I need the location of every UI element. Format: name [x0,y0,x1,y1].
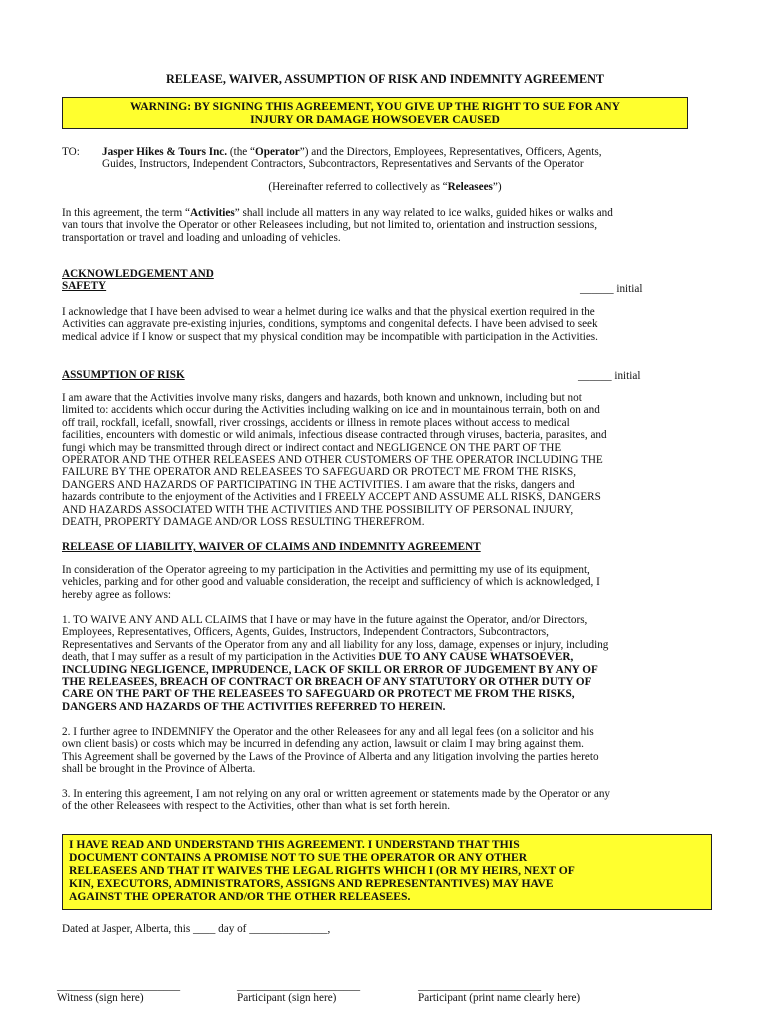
understanding-box [62,834,712,910]
hereinafter-a: (Hereinafter referred to collectively as “ [268,181,448,193]
participant-signature[interactable] [237,980,360,1005]
company-name: Jasper Hikes & Tours Inc. [102,146,228,158]
release-heading: RELEASE OF LIABILITY, WAIVER OF CLAIMS AND INDEMNITY AGREEMENT [62,541,481,553]
assumption-line: DANGERS AND HAZARDS OF PARTICIPATING IN THE ACTIVITIES. I am aware that the risks, dangers and [62,478,575,491]
ack-heading-line-1: ACKNOWLEDGEMENT AND [62,268,214,280]
understanding-line: DOCUMENT CONTAINS A PROMISE NOT TO SUE THE OPERATOR OR ANY OTHER [69,851,528,864]
assumption-heading: ASSUMPTION OF RISK [62,369,185,381]
activities-a: In this agreement, the term “ [62,207,190,219]
to-text-a: (the “ [227,146,256,158]
to-text-b: ”) and the Directors, Employees, Representatives, Officers, Agents, [299,146,602,158]
operator-term: Operator [255,146,300,158]
understanding-line: AGAINST THE OPERATOR AND/OR THE OTHER RELEASEES. [69,890,411,903]
release-intro-line: vehicles, parking and for other good and valuable consideration, the receipt and sufficiency of which is acknowledged, I [62,576,600,589]
release-intro [62,564,712,601]
releasees-term: Releasees [447,181,493,193]
clause-2-line: 2. I further agree to INDEMNIFY the Operator and the other Releasees for any and all legal fees (on a solicitor and his [62,726,594,738]
clause-3 [62,788,712,813]
clause-2-line: shall be brought in the Province of Alberta. [62,763,256,776]
assumption-line: off trail, rockfall, icefall, snowfall, river crossings, accidents or illness in remote places without access to medical [62,416,570,429]
clause-2 [62,726,712,776]
understanding-line: I HAVE READ AND UNDERSTAND THIS AGREEMENT. I UNDERSTAND THAT THIS [69,838,520,851]
clause-1-bold-line: INCLUDING NEGLIGENCE, IMPRUDENCE, LACK OF SKILL OR ERROR OF JUDGEMENT BY ANY OF [62,663,598,676]
assumption-line: fungi which may be transmitted through direct or indirect contact and NEGLIGENCE ON THE PART OF THE [62,441,562,454]
activities-term: Activities [189,207,235,219]
clause-1-line: death, that I may suffer as a result of my participation in the Activities [62,651,379,664]
clause-1-line: Employees, Representatives, Officers, Agents, Guides, Instructors, Independent Contractors, Subcontractors, [62,626,549,639]
to-label: TO: [62,146,80,158]
participant-label: Participant (sign here) [237,992,337,1005]
activities-c: ” shall include all matters in any way related to ice walks, guided hikes or walks and [234,207,613,219]
assumption-line: AND HAZARDS ASSOCIATED WITH THE ACTIVITIES AND THE POSSIBILITY OF PERSONAL INJURY, [62,503,574,516]
assumption-paragraph [62,392,712,528]
participant-print-name[interactable] [418,980,580,1005]
understanding-line: RELEASEES AND THAT IT WAIVES THE LEGAL RIGHTS WHICH I (OR MY HEIRS, NEXT OF [69,864,575,877]
participant-line[interactable]: ______________________ [237,980,361,992]
activities-line-3: transportation or travel and loading and unloading of vehicles. [62,231,341,244]
ack-heading-line-2: SAFETY [62,280,107,293]
assumption-line: DEATH, PROPERTY DAMAGE AND/OR LOSS RESULTING THEREFROM. [62,516,425,529]
clause-1 [62,614,712,713]
ack-line: Activities can aggravate pre-existing injuries, conditions, symptoms and congenital defects. I have been advised to seek [62,318,598,331]
activities-paragraph [62,207,712,244]
clause-1-bold-line: CARE ON THE PART OF THE RELEASEES TO SAFEGUARD OR PROTECT ME FROM THE RISKS, [62,688,575,701]
witness-signature[interactable] [57,980,180,1005]
hereinafter-c: ”) [492,181,502,193]
document-title: RELEASE, WAIVER, ASSUMPTION OF RISK AND INDEMNITY AGREEMENT [165,72,605,86]
activities-line-2: van tours that involve the Operator or other Releasees including, but not limited to, orientation and instruction sessions, [62,219,598,232]
clause-1-bold-start: DUE TO ANY CAUSE WHATSOEVER, [378,651,574,664]
print-name-line[interactable]: ______________________ [418,980,542,992]
ack-safety-paragraph [62,306,712,343]
clause-1-line: Representatives and Servants of the Operator from any and all liability for any loss, damage, expenses or injury, including [62,638,609,651]
to-line-2: Guides, Instructors, Independent Contractors, Subcontractors, Representatives and Servants of the Operator [102,158,584,171]
hereinafter-line [0,181,770,193]
warning-line-2: INJURY OR DAMAGE HOWSOEVER CAUSED [250,113,500,126]
warning-line-1: WARNING: BY SIGNING THIS AGREEMENT, YOU GIVE UP THE RIGHT TO SUE FOR ANY [129,100,621,113]
assumption-line: FAILURE BY THE OPERATOR AND RELEASEES TO SAFEGUARD OR PROTECT ME FROM THE RISKS, [62,466,577,479]
release-intro-line: hereby agree as follows: [62,588,172,601]
clause-1-bold-line: DANGERS AND HAZARDS OF THE ACTIVITIES REFERRED TO HEREIN. [62,700,446,713]
warning-box [62,97,688,129]
clause-3-line: of the other Releasees with respect to the Activities, other than what is set forth herein. [62,800,451,813]
ack-line: I acknowledge that I have been advised to wear a helmet during ice walks and that the physical exertion required in the [62,306,595,318]
assumption-line: hazards contribute to the enjoyment of the Activities and I FREELY ACCEPT AND ASSUME ALL RISKS, DANGERS [62,491,601,504]
assumption-line: OPERATOR AND THE OTHER RELEASEES AND OTHER CUSTOMERS OF THE OPERATOR INCLUDING THE [62,454,603,467]
ack-line: medical advice if I know or suspect that my physical condition may be incompatible with participation in the Activities. [62,330,598,343]
ack-initial-field[interactable]: ______ initial [580,283,643,295]
clause-2-line: own client basis) or costs which may be incurred in defending any action, lawsuit or claim I may bring against them. [62,738,584,751]
clause-2-line: This Agreement shall be governed by the Laws of the Province of Alberta and any litigation involving the parties hereto [62,750,599,763]
assumption-initial-field[interactable]: ______ initial [578,370,641,382]
dated-line[interactable]: Dated at Jasper, Alberta, this ____ day of ______________, [62,923,331,935]
understanding-line: KIN, EXECUTORS, ADMINISTRATORS, ASSIGNS AND REPRESENTANTIVES) MAY HAVE [69,877,554,890]
assumption-line: I am aware that the Activities involve many risks, dangers and hazards, both known and unknown, including but not [62,392,582,404]
assumption-line: limited to: accidents which occur during the Activities including walking on ice and in mountainous terrain, both on and [62,404,600,417]
assumption-line: facilities, encounters with domestic or wild animals, infectious disease contracted through viruses, bacteria, parasites, and [62,429,607,442]
clause-3-line: 3. In entering this agreement, I am not relying on any oral or written agreement or statements made by the Operator or any [62,788,611,800]
clause-1-line: 1. TO WAIVE ANY AND ALL CLAIMS that I have or may have in the future against the Operator, and/or Directors, [62,614,588,626]
print-name-label: Participant (print name clearly here) [418,992,581,1005]
clause-1-bold-line: THE RELEASEES, BREACH OF CONTRACT OR BREACH OF ANY STATUTORY OR OTHER DUTY OF [62,676,592,689]
release-intro-line: In consideration of the Operator agreeing to my participation in the Activities and permitting my use of its equipment, [62,564,590,576]
witness-label: Witness (sign here) [57,992,144,1005]
witness-line[interactable]: ______________________ [57,980,181,992]
